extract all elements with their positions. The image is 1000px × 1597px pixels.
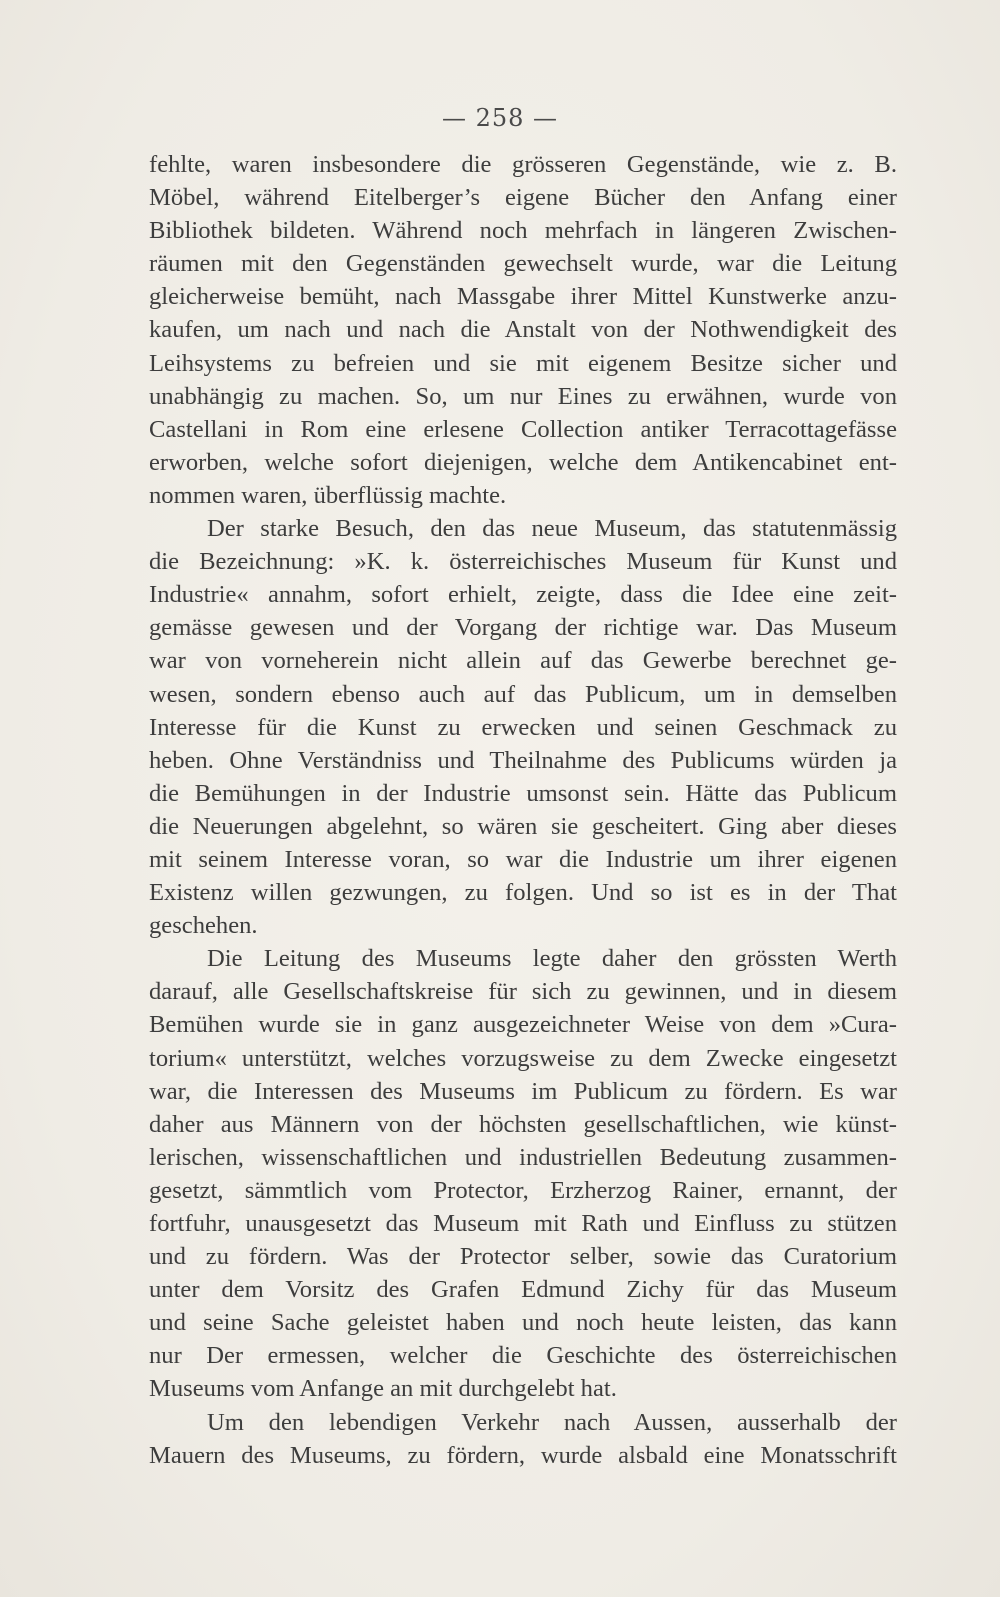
text-line: Museums vom Anfange an mit durchgelebt hat. (149, 1375, 617, 1403)
text-line: die Neuerungen abgelehnt, so wären sie gescheitert. Ging aber dieses (149, 812, 897, 840)
text-line: Interesse für die Kunst zu erwecken und seinen Geschmack zu (149, 713, 897, 741)
text-line: erworben, welche sofort diejenigen, welche dem Antikencabinet ent- (149, 448, 897, 476)
text-line: gleicherweise bemüht, nach Massgabe ihrer Mittel Kunstwerke anzu- (149, 283, 897, 311)
text-line: daher aus Männern von der höchsten gesellschaftlichen, wie künst- (149, 1110, 897, 1138)
text-line: fehlte, waren insbesondere die grösseren Gegenstände, wie z. B. (149, 151, 897, 178)
text-line: lerischen, wissenschaftlichen und industriellen Bedeutung zusammen- (149, 1143, 897, 1171)
text-line: geschehen. (149, 912, 258, 940)
page-number: — 258 — (441, 104, 559, 132)
text-line: Mauern des Museums, zu fördern, wurde alsbald eine Monatsschrift (149, 1441, 897, 1469)
text-line: unter dem Vorsitz des Grafen Edmund Zichy für das Museum (149, 1276, 897, 1304)
text-line: Existenz willen gezwungen, zu folgen. Und so ist es in der That (149, 879, 897, 907)
text-line: und seine Sache geleistet haben und noch heute leisten, das kann (149, 1309, 897, 1337)
body-text (149, 148, 897, 1472)
text-line: wesen, sondern ebenso auch auf das Publicum, um in demselben (149, 680, 897, 708)
text-line: die Bezeichnung: »K. k. österreichisches Museum für Kunst und (149, 548, 897, 576)
text-line: gesetzt, sämmtlich vom Protector, Erzherzog Rainer, ernannt, der (149, 1176, 897, 1204)
text-line: kaufen, um nach und nach die Anstalt von der Nothwendigkeit des (149, 316, 897, 344)
text-line: Möbel, während Eitelberger’s eigene Bücher den Anfang einer (149, 184, 897, 212)
text-line: Um den lebendigen Verkehr nach Aussen, ausserhalb der (207, 1408, 897, 1436)
text-line: unabhängig zu machen. So, um nur Eines zu erwähnen, wurde von (149, 382, 897, 410)
text-line: Castellani in Rom eine erlesene Collection antiker Terracottagefässe (149, 415, 897, 443)
text-line: torium« unterstützt, welches vorzugsweise zu dem Zwecke eingesetzt (149, 1044, 897, 1072)
text-line: mit seinem Interesse voran, so war die Industrie um ihrer eigenen (149, 845, 897, 873)
text-line: fortfuhr, unausgesetzt das Museum mit Rath und Einfluss zu stützen (149, 1210, 897, 1237)
text-line: nur Der ermessen, welcher die Geschichte des österreichischen (149, 1342, 897, 1370)
text-line: darauf, alle Gesellschaftskreise für sich zu gewinnen, und in diesem (149, 978, 897, 1006)
text-line: Leihsystems zu befreien und sie mit eigenem Besitze sicher und (149, 349, 897, 377)
text-line: und zu fördern. Was der Protector selber, sowie das Curatorium (149, 1243, 897, 1271)
text-line: war von vorneherein nicht allein auf das Gewerbe berechnet ge- (149, 647, 897, 675)
text-line: Bibliothek bildeten. Während noch mehrfach in längeren Zwischen- (149, 217, 897, 245)
text-line: heben. Ohne Verständniss und Theilnahme des Publicums würden ja (149, 746, 897, 774)
text-line: Bemühen wurde sie in ganz ausgezeichneter Weise von dem »Cura- (149, 1011, 897, 1039)
text-line: die Bemühungen in der Industrie umsonst sein. Hätte das Publicum (149, 779, 897, 807)
text-line: Industrie« annahm, sofort erhielt, zeigte, dass die Idee eine zeit- (149, 581, 897, 609)
text-line: Die Leitung des Museums legte daher den grössten Werth (207, 945, 897, 973)
text-line: gemässe gewesen und der Vorgang der richtige war. Das Museum (149, 614, 897, 642)
text-line: Der starke Besuch, den das neue Museum, das statutenmässig (207, 515, 897, 543)
text-line: nommen waren, überflüssig machte. (149, 481, 507, 509)
text-line: räumen mit den Gegenständen gewechselt wurde, war die Leitung (149, 250, 897, 278)
text-line: war, die Interessen des Museums im Publicum zu fördern. Es war (149, 1077, 897, 1105)
